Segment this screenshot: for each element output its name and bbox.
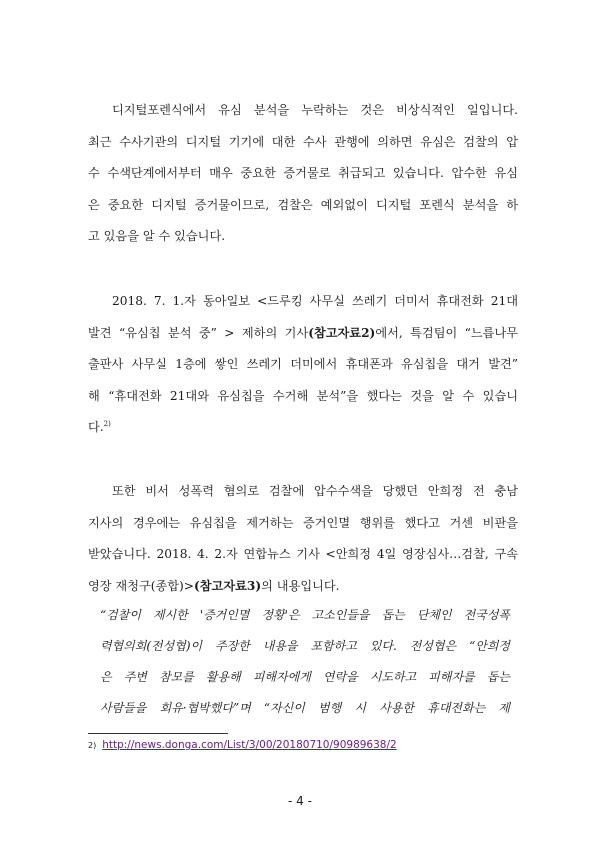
paragraph-line: 받았습니다. 2018. 4. 2.자 연합뉴스 기사 <안희정 4일 영장심사…검찰, 구속: [88, 547, 518, 561]
paragraph-line: 다.$^{2)}$: [88, 419, 111, 434]
page-number: - 4 -: [288, 794, 312, 808]
footnote-reference[interactable]: 2): [103, 419, 111, 428]
paragraph-usim-analysis: [88, 95, 518, 253]
paragraph-line: 은 중요한 디지털 증거물이므로, 검찰은 예외없이 디지털 포렌식 분석을 하: [88, 197, 518, 212]
reference-material-2: (참고자료2): [308, 325, 376, 340]
paragraph-line: 또한 비서 성폭력 혐의로 검찰에 압수수색을 당했던 안희정 전 충남: [112, 484, 518, 498]
quote-line: 력협의회(전성협)이 주장한 내용을 포함하고 있다. 전성협은 “안희정: [100, 639, 510, 653]
footnote-divider: [88, 733, 228, 734]
paragraph-line: 최근 수사기관의 디지털 기기에 대한 수사 관행에 의하면 유심은 검찰의 압: [88, 134, 518, 149]
paragraph-line: 출판사 사무실 1층에 쌓인 쓰레기 더미에서 휴대폰과 유심칩을 대거 발견”: [88, 357, 518, 371]
footnote-number: 2): [88, 741, 97, 750]
footnote: [88, 739, 397, 751]
quote-line: 사람들을 회유·협박했다”며 “자신이 범행 시 사용한 휴대전화는 제: [100, 701, 510, 715]
quote-line: 은 주변 참모를 활용해 피해자에게 연락을 시도하고 피해자를 돕는: [100, 670, 510, 684]
paragraph-line: 2018. 7. 1.자 동아일보 <드루킹 사무실 쓰레기 더미서 휴대전화 21대: [112, 294, 518, 308]
quote-line: “검찰이 제시한 '증거인멸 정황'은 고소인들을 돕는 단체인 전국성폭: [100, 608, 510, 622]
reference-material-3: (참고자료3): [194, 578, 262, 593]
paragraph-ahn-case: [88, 476, 518, 602]
paragraph-donga-article: [88, 286, 518, 444]
paragraph-line: 해 “휴대전화 21대와 유심칩을 수거해 분석”을 했다는 것을 알 수 있습니: [88, 388, 518, 403]
article-quote: [100, 600, 510, 724]
paragraph-line: 지사의 경우에는 유심칩을 제거하는 증거인멸 행위를 했다고 거센 비판을: [88, 515, 518, 530]
paragraph-line: 디지털포렌식에서 유심 분석을 누락하는 것은 비상식적인 일입니다.: [112, 103, 518, 117]
paragraph-line: 발견 “유심칩 분석 중” > 제하의 기사(참고자료2)에서, 특검팀이 “느릅나무: [88, 325, 518, 340]
paragraph-line: 영장 재청구(종합)>(참고자료3)의 내용입니다.: [88, 578, 340, 593]
paragraph-line: 고 있음을 알 수 있습니다.: [88, 229, 226, 243]
footnote-link[interactable]: http://news.donga.com/List/3/00/20180710/90989638/2: [102, 739, 397, 751]
paragraph-line: 수 수색단계에서부터 매우 중요한 증거물로 취급되고 있습니다. 압수한 유심: [88, 166, 518, 180]
